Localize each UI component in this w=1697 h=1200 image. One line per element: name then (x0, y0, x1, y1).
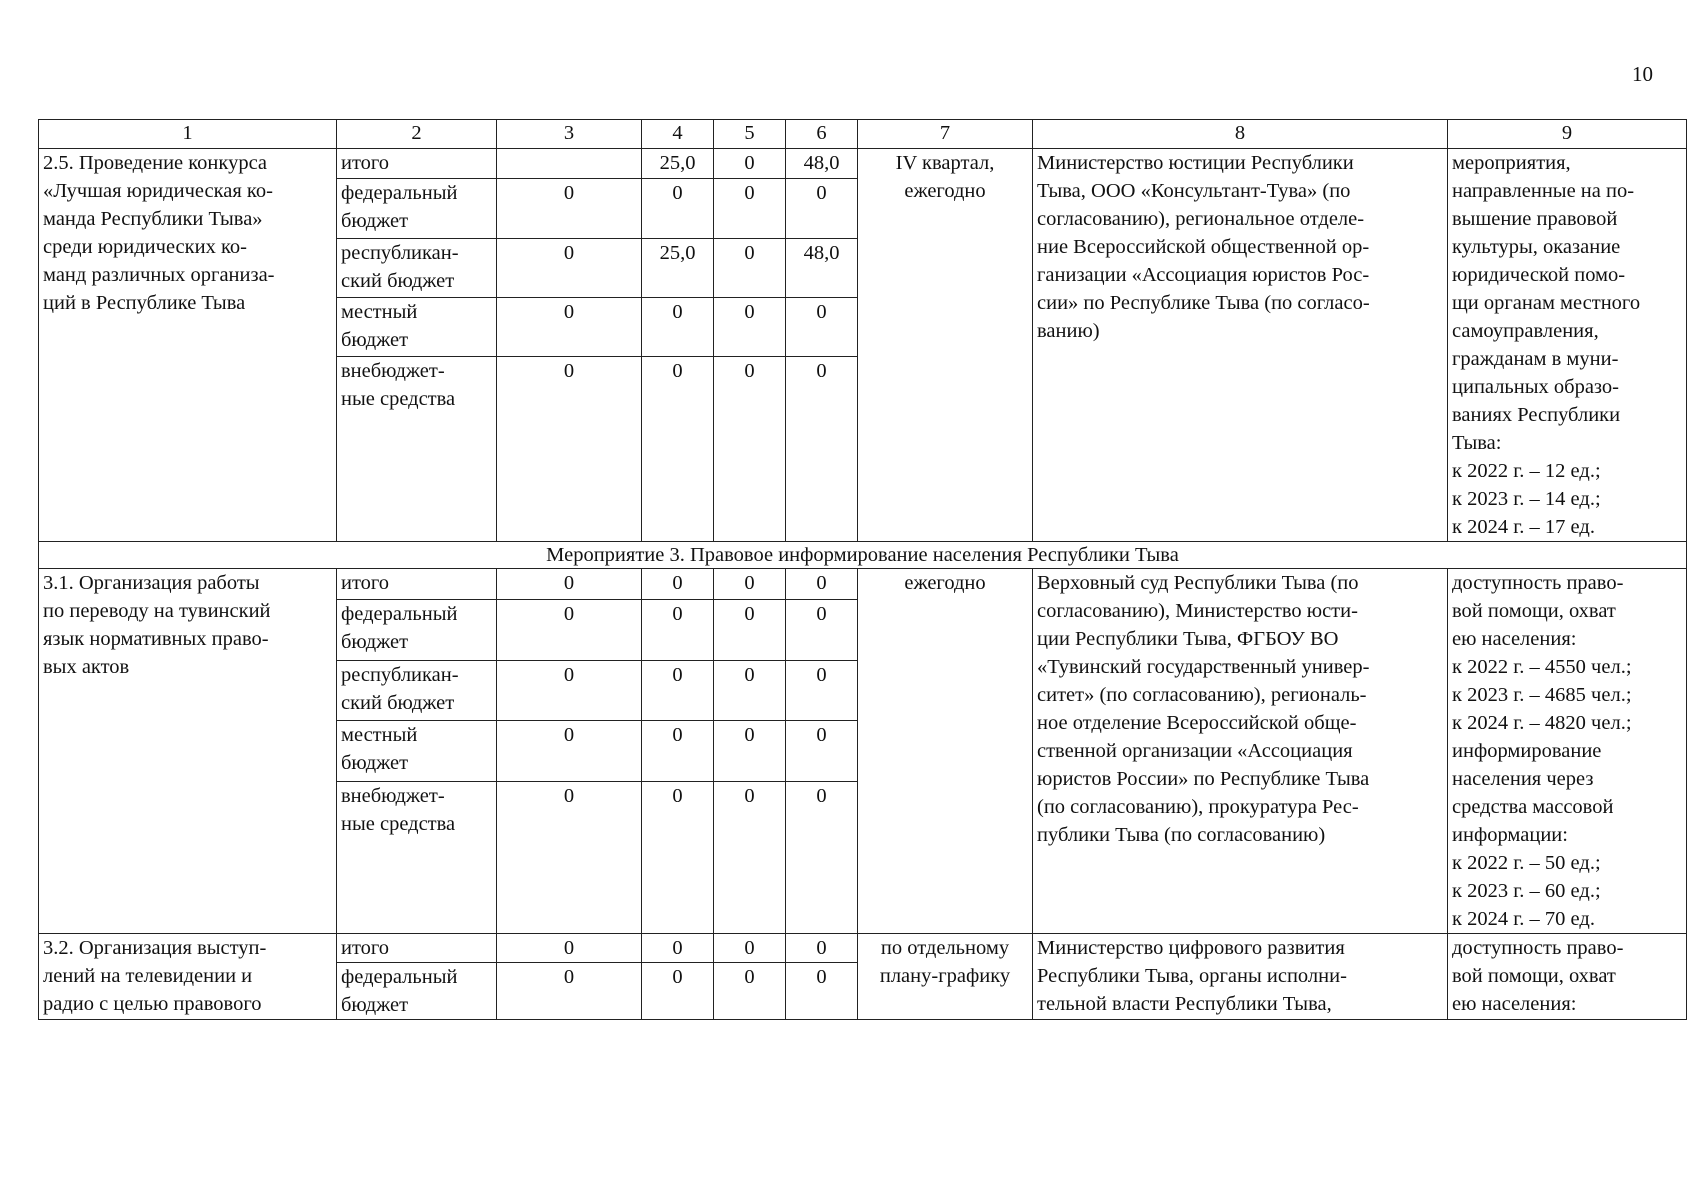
value-cell: 0 (786, 963, 858, 1020)
result-cell: мероприятия, направленные на по- вышение правовой культуры, оказание юридической помо- щи органам местного самоуправления, гражданам в муни- ципальных образо- ваниях Республики Тыва: к 2022 г. – 12 ед.; к 2023 г. – 14 ед.; к 2024 г. – 17 ед. (1448, 149, 1687, 542)
header-cell: 2 (337, 120, 497, 149)
value-cell: 0 (497, 721, 642, 782)
value-cell: 48,0 (786, 149, 858, 179)
empty-cell (337, 416, 497, 542)
value-cell: 0 (497, 238, 642, 297)
executors-cell: Министерство цифрового развития Республики Тыва, органы исполни- тельной власти Республики Тыва, (1033, 934, 1448, 1020)
source-cell: федеральный бюджет (337, 179, 497, 238)
deadline-cell: по отдельному плану-графику (858, 934, 1033, 1020)
header-cell: 9 (1448, 120, 1687, 149)
value-cell: 0 (642, 298, 714, 357)
header-cell: 5 (714, 120, 786, 149)
value-cell: 0 (786, 934, 858, 963)
value-cell: 0 (642, 963, 714, 1020)
value-cell: 0 (642, 179, 714, 238)
source-cell: местный бюджет (337, 721, 497, 782)
value-cell: 0 (786, 721, 858, 782)
empty-cell (714, 841, 786, 933)
empty-cell (642, 841, 714, 933)
value-cell: 0 (642, 357, 714, 416)
value-cell: 0 (642, 569, 714, 600)
source-cell: республикан- ский бюджет (337, 660, 497, 721)
source-cell: итого (337, 934, 497, 963)
value-cell: 0 (714, 599, 786, 660)
value-cell: 25,0 (642, 238, 714, 297)
value-cell: 0 (786, 298, 858, 357)
table-row (39, 934, 1687, 963)
value-cell: 0 (497, 963, 642, 1020)
value-cell: 0 (786, 357, 858, 416)
value-cell: 0 (786, 781, 858, 841)
empty-cell (786, 416, 858, 542)
source-cell: местный бюджет (337, 298, 497, 357)
value-cell: 0 (786, 569, 858, 600)
event-name-cell: 3.2. Организация выступ- лений на телевидении и радио с целью правового (39, 934, 337, 1020)
page-number: 10 (1632, 62, 1653, 86)
source-cell: внебюджет- ные средства (337, 781, 497, 841)
empty-cell (642, 416, 714, 542)
value-cell: 0 (497, 660, 642, 721)
executors-cell: Министерство юстиции Республики Тыва, ООО «Консультант-Тува» (по согласованию), региональное отделе- ние Всероссийской общественной ор- ганизации «Ассоциация юристов Рос- сии» по Республике Тыва (по согласо- ванию) (1033, 149, 1448, 542)
value-cell: 0 (497, 179, 642, 238)
executors-cell: Верховный суд Республики Тыва (по согласованию), Министерство юсти- ции Республики Тыва, ФГБОУ ВО «Тувинский государственный универ- ситет» (по согласованию), региональ- ное отделение Всероссийской обще- ственной организации «Ассоциация юристов России» по Республике Тыва (по согласованию), прокуратура Рес- публики Тыва (по согласованию) (1033, 569, 1448, 934)
value-cell: 0 (642, 599, 714, 660)
source-cell: федеральный бюджет (337, 963, 497, 1020)
header-cell: 7 (858, 120, 1033, 149)
source-cell: внебюджет- ные средства (337, 357, 497, 416)
value-cell: 0 (714, 238, 786, 297)
header-cell: 8 (1033, 120, 1448, 149)
source-cell: федеральный бюджет (337, 599, 497, 660)
value-cell: 0 (714, 963, 786, 1020)
value-cell: 0 (497, 934, 642, 963)
value-cell: 0 (642, 660, 714, 721)
value-cell: 0 (714, 660, 786, 721)
header-row (39, 120, 1687, 149)
value-cell: 0 (786, 179, 858, 238)
result-cell: доступность право- вой помощи, охват ею населения: (1448, 934, 1687, 1020)
value-cell: 0 (642, 934, 714, 963)
value-cell: 0 (714, 934, 786, 963)
value-cell: 0 (714, 149, 786, 179)
value-cell: 0 (642, 721, 714, 782)
table-row (39, 569, 1687, 600)
value-cell (497, 149, 642, 179)
value-cell: 0 (714, 298, 786, 357)
result-cell: доступность право- вой помощи, охват ею населения: к 2022 г. – 4550 чел.; к 2023 г. – 4685 чел.; к 2024 г. – 4820 чел.; информирование населения через средства массовой информации: к 2022 г. – 50 ед.; к 2023 г. – 60 ед.; к 2024 г. – 70 ед. (1448, 569, 1687, 934)
source-cell: итого (337, 569, 497, 600)
empty-cell (714, 416, 786, 542)
empty-cell (497, 841, 642, 933)
header-cell: 6 (786, 120, 858, 149)
value-cell: 48,0 (786, 238, 858, 297)
value-cell: 0 (497, 599, 642, 660)
table-row (39, 149, 1687, 179)
value-cell: 25,0 (642, 149, 714, 179)
value-cell: 0 (714, 357, 786, 416)
value-cell: 0 (714, 781, 786, 841)
empty-cell (497, 416, 642, 542)
empty-cell (337, 841, 497, 933)
empty-cell (786, 841, 858, 933)
section-title: Мероприятие 3. Правовое информирование населения Республики Тыва (39, 542, 1687, 569)
source-cell: республикан- ский бюджет (337, 238, 497, 297)
value-cell: 0 (497, 781, 642, 841)
program-table (38, 119, 1687, 1020)
value-cell: 0 (714, 179, 786, 238)
value-cell: 0 (786, 660, 858, 721)
value-cell: 0 (714, 721, 786, 782)
deadline-cell: IV квартал, ежегодно (858, 149, 1033, 542)
header-cell: 4 (642, 120, 714, 149)
value-cell: 0 (497, 298, 642, 357)
value-cell: 0 (642, 781, 714, 841)
section-row (39, 542, 1687, 569)
value-cell: 0 (786, 599, 858, 660)
header-cell: 3 (497, 120, 642, 149)
event-name-cell: 2.5. Проведение конкурса «Лучшая юридическая ко- манда Республики Тыва» среди юридических ко- манд различных организа- ций в Республике Тыва (39, 149, 337, 542)
value-cell: 0 (497, 357, 642, 416)
source-cell: итого (337, 149, 497, 179)
header-cell: 1 (39, 120, 337, 149)
event-name-cell: 3.1. Организация работы по переводу на тувинский язык нормативных право- вых актов (39, 569, 337, 934)
value-cell: 0 (497, 569, 642, 600)
value-cell: 0 (714, 569, 786, 600)
deadline-cell: ежегодно (858, 569, 1033, 934)
